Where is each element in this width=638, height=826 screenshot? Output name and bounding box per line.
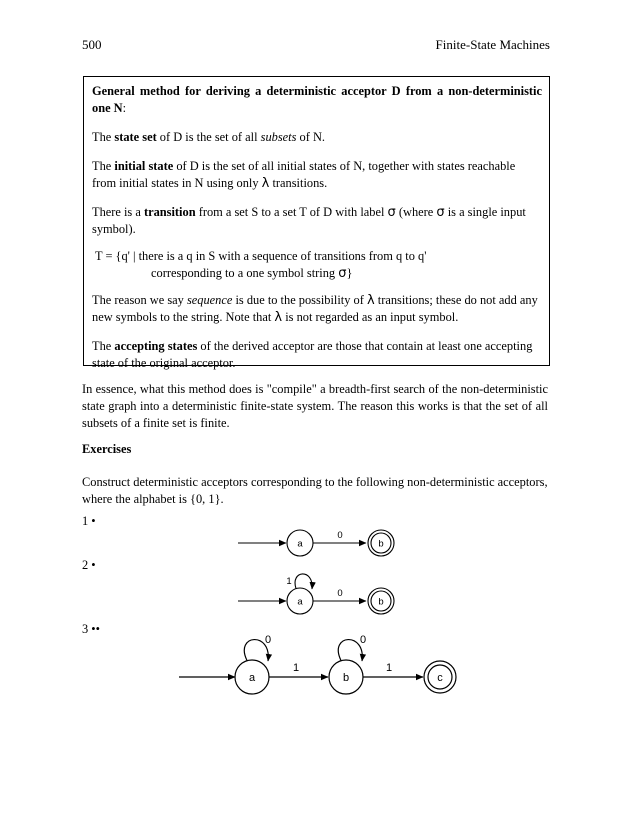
ex2-state-b-label: b xyxy=(378,596,384,608)
ex3-self-loop-b xyxy=(338,640,362,661)
exercise-1-diagram xyxy=(238,530,394,556)
ex3-state-a-label: a xyxy=(248,672,256,684)
ex3-state-b-label: b xyxy=(342,672,350,684)
ex2-state-a-label: a xyxy=(297,596,303,608)
ex2-self-loop-label: 1 xyxy=(286,576,292,587)
ex3-self-loop-b-label: 0 xyxy=(359,634,367,646)
exercise-3-label: 3 •• xyxy=(82,622,100,636)
ex3-edge-a-b-label: 1 xyxy=(292,662,300,674)
ex2-edge-label: 0 xyxy=(337,588,343,599)
reason-paragraph: The reason we say sequence is due to the possibility of λ transitions; these do not add any new symbols to the string. Note that λ is not regarded as an input symbol. xyxy=(92,293,538,325)
transition-formula: T = {q' | there is a q in S with a sequence of transitions from q to q' corresponding to a one symbol string σ} xyxy=(95,249,427,281)
ex3-self-loop-a-label: 0 xyxy=(264,634,272,646)
exercises-intro: Construct deterministic acceptors corresponding to the following non-deterministic acceptors, where the alphabet is {0, 1}. xyxy=(82,475,548,506)
ex1-state-a-label: a xyxy=(297,538,303,550)
method-title: General method for deriving a deterministic acceptor D from a non-deterministic one N: xyxy=(92,84,542,115)
exercise-2-diagram xyxy=(238,574,394,614)
exercise-2-label: 2 • xyxy=(82,558,96,572)
state-set-paragraph: The state set of D is the set of all subsets of N. xyxy=(92,130,326,144)
accepting-paragraph: The accepting states of the derived acceptor are those that contain at least one accepting state of the original acceptor. xyxy=(92,339,533,370)
ex3-state-c-label: c xyxy=(437,672,443,684)
ex3-edge-b-c-label: 1 xyxy=(385,662,393,674)
page-number: 500 xyxy=(82,37,102,52)
initial-state-paragraph: The initial state of D is the set of all initial states of N, together with states reachable from initial states in N using only λ transitions. xyxy=(92,159,516,191)
ex2-self-loop xyxy=(295,574,312,589)
running-header: Finite-State Machines xyxy=(435,37,550,52)
transition-paragraph: There is a transition from a set S to a set T of D with label σ (where σ is a single input symbol). xyxy=(92,205,526,236)
essence-paragraph: In essence, what this method does is "compile" a breadth-first search of the non-deterministic state graph into a deterministic finite-state system. The reason this works is that the set of all subsets of a finite set is finite. xyxy=(82,382,548,430)
exercises-heading: Exercises xyxy=(82,442,132,456)
ex1-state-b-label: b xyxy=(378,538,384,550)
exercise-3-diagram xyxy=(179,634,456,694)
ex1-edge-label: 0 xyxy=(337,530,343,541)
exercise-1-label: 1 • xyxy=(82,514,96,528)
